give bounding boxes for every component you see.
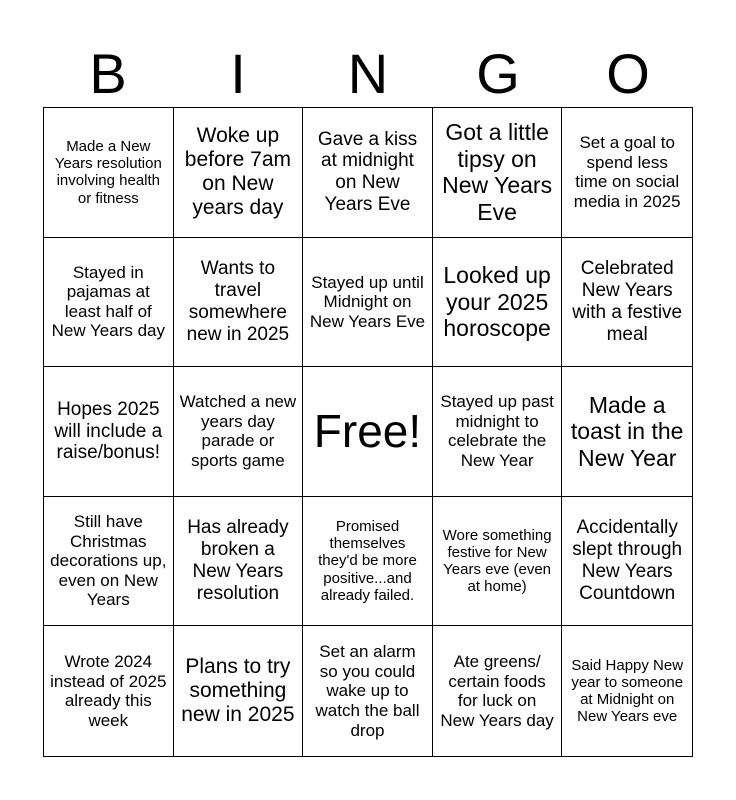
bingo-cell: Stayed up until Midnight on New Years Eve	[303, 238, 433, 368]
header-letter-o: O	[606, 42, 650, 105]
bingo-cell: Still have Christmas decorations up, even on New Years	[44, 497, 174, 627]
bingo-cell: Hopes 2025 will include a raise/bonus!	[44, 367, 174, 497]
bingo-cell: Gave a kiss at midnight on New Years Eve	[303, 108, 433, 238]
free-space: Free!	[303, 367, 433, 497]
header-letter-n: N	[347, 42, 389, 105]
bingo-cell: Plans to try something new in 2025	[174, 626, 304, 756]
bingo-cell: Celebrated New Years with a festive meal	[562, 238, 692, 368]
bingo-cell: Promised themselves they'd be more positive...and already failed.	[303, 497, 433, 627]
bingo-cell: Stayed up past midnight to celebrate the New Year	[433, 367, 563, 497]
bingo-cell: Stayed in pajamas at least half of New Years day	[44, 238, 174, 368]
bingo-cell: Set a goal to spend less time on social media in 2025	[562, 108, 692, 238]
header-letter-g: G	[476, 42, 520, 105]
bingo-cell: Has already broken a New Years resolution	[174, 497, 304, 627]
bingo-cell: Wore something festive for New Years eve (even at home)	[433, 497, 563, 627]
bingo-header	[43, 40, 693, 108]
bingo-cell: Made a toast in the New Year	[562, 367, 692, 497]
bingo-cell: Accidentally slept through New Years Countdown	[562, 497, 692, 627]
bingo-cell: Said Happy New year to someone at Midnight on New Years eve	[571, 656, 684, 726]
header-letter-b: B	[89, 42, 127, 105]
header-letter-i: I	[230, 42, 246, 105]
bingo-cell: Watched a new years day parade or sports game	[174, 367, 304, 497]
bingo-board	[43, 107, 693, 757]
bingo-cell: Made a New Years resolution involving health or fitness	[44, 108, 174, 238]
bingo-cell: Woke up before 7am on New years day	[174, 108, 304, 238]
bingo-cell: Got a little tipsy on New Years Eve	[433, 108, 563, 238]
bingo-cell: Ate greens/ certain foods for luck on New Years day	[433, 626, 563, 756]
bingo-cell: Wrote 2024 instead of 2025 already this week	[44, 626, 174, 756]
bingo-cell: Wants to travel somewhere new in 2025	[174, 238, 304, 368]
bingo-cell: Set an alarm so you could wake up to watch the ball drop	[303, 626, 433, 756]
bingo-cell: Looked up your 2025 horoscope	[433, 238, 563, 368]
